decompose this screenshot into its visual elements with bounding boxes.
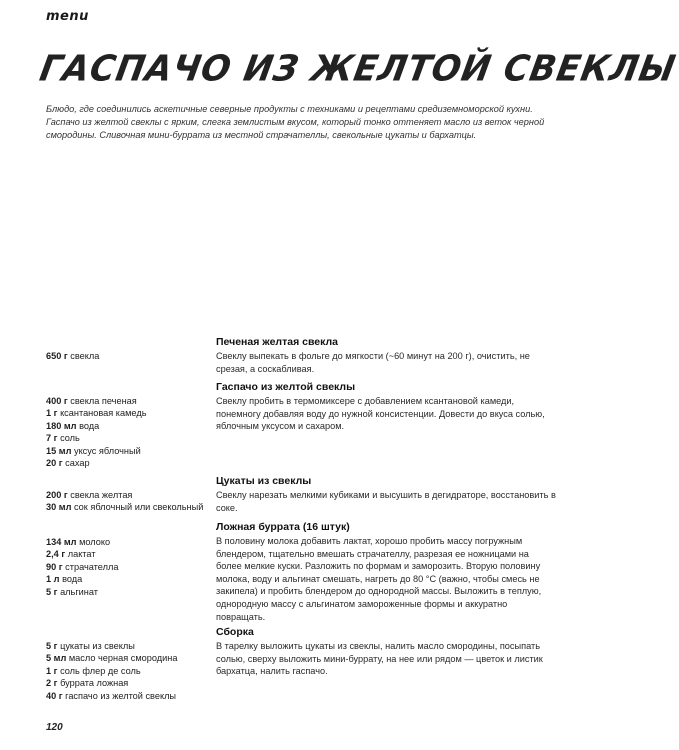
ingredient-line: [46, 489, 216, 501]
ingredients-gazpacho: [46, 395, 216, 469]
ingredient-qty: 5 г: [46, 586, 58, 597]
ingredient-qty: 90 г: [46, 561, 63, 572]
ingredient-name: уксус яблочный: [73, 445, 141, 456]
ingredient-name: лактат: [67, 549, 96, 560]
ingredient-qty: 650 г: [46, 351, 68, 361]
ingredient-qty: 2,4 г: [46, 549, 66, 560]
ingredient-qty: 30 мл: [46, 502, 72, 513]
ingredient-line: [46, 457, 216, 469]
ingredient-name: соль: [60, 433, 80, 444]
ingredient-line: [46, 640, 216, 652]
ingredient-line: [46, 586, 216, 598]
ingredient-qty: 5 г: [46, 641, 58, 651]
step-heading: Ложная буррата (16 штук): [216, 521, 350, 533]
step-burrata: [216, 521, 556, 623]
ingredient-line: [46, 665, 216, 677]
ingredient-name: сахар: [65, 458, 90, 469]
ingredient-name: страчателла: [65, 561, 119, 572]
ingredient-line: [46, 548, 216, 560]
step-gazpacho: [216, 381, 556, 433]
step-candied-beet: [216, 475, 556, 514]
step-text: Свеклу выпекать в фольге до мягкости (~60 минут на 200 г), очистить, не срезая, а соскабливая.: [216, 351, 530, 374]
ingredient-qty: 40 г: [46, 690, 63, 701]
page-number: 120: [46, 722, 63, 733]
ingredient-line: [46, 690, 216, 702]
ingredient-line: [46, 420, 216, 432]
step-text: В тарелку выложить цукаты из свеклы, налить масло смородины, посыпать солью, сверху выложить мини-буррату, на нее или рядом — цветок и листик бархатца, налить гаспачо.: [216, 641, 543, 677]
ingredients-assembly: [46, 640, 216, 702]
ingredient-line: [46, 652, 216, 664]
ingredient-name: вода: [79, 420, 100, 431]
ingredients-candied-beet: [46, 489, 216, 514]
ingredient-line: [46, 445, 216, 457]
ingredient-qty: 1 г: [46, 408, 58, 419]
ingredient-line: [46, 677, 216, 689]
step-text: В половину молока добавить лактат, хорошо пробить массу погружным блендером, тщательно вмешать страчателлу, разрезая ее ножницами на более мелкие куски. Разложить по формам и заморозить. Вторую половину молока, воду и альгинат смешать, нагреть до 80 °С (важно, чтобы смесь не закипела) и пробить блендером до однородной массы. Выложить в теплую, однородную массу с альгинатом замороженные формы и аккуратно повращать.: [216, 536, 542, 622]
step-text: Свеклу пробить в термомиксере с добавлением ксантановой камеди, понемногу добавляя воду до нужной консистенции. Довести до вкуса солью, яблочным уксусом и сахаром.: [216, 396, 545, 432]
step-heading: Печеная желтая свекла: [216, 336, 339, 348]
ingredient-qty: 7 г: [46, 433, 58, 444]
step-heading: Цукаты из свеклы: [216, 475, 312, 487]
ingredient-name: свекла печеная: [70, 396, 137, 406]
ingredient-line: [46, 536, 216, 548]
ingredient-name: гаспачо из желтой свеклы: [65, 690, 177, 701]
ingredient-line: [46, 350, 216, 362]
ingredient-qty: 20 г: [46, 458, 63, 469]
ingredient-line: [46, 573, 216, 585]
ingredient-qty: 180 мл: [46, 420, 77, 431]
ingredient-name: молоко: [79, 537, 111, 547]
ingredient-line: [46, 561, 216, 573]
ingredient-name: буррата ложная: [60, 678, 129, 689]
ingredient-qty: 15 мл: [46, 445, 72, 456]
section-label: menu: [46, 9, 89, 24]
ingredient-name: цукаты из свеклы: [60, 641, 135, 651]
ingredient-name: вода: [62, 574, 83, 585]
ingredient-name: соль флер де соль: [60, 665, 141, 676]
intro-text: Блюдо, где соединились аскетичные северные продукты с техниками и рецептами средиземноморской кухни. Гаспачо из желтой свеклы с ярким, слегка землистым вкусом, который тонко оттеняет масло из веток черной смородины. Сливочная мини-буррата из местной страчателлы, свекольные цукаты и бархатцы.: [46, 104, 545, 140]
step-assembly: [216, 626, 556, 678]
page-title: ГАСПАЧО ИЗ ЖЕЛТОЙ СВЕКЛЫ: [36, 48, 679, 90]
ingredient-name: свекла желтая: [70, 490, 133, 500]
step-baked-beet: [216, 336, 556, 375]
ingredient-line: [46, 395, 216, 407]
ingredient-qty: 2 г: [46, 678, 58, 689]
step-heading: Сборка: [216, 626, 254, 638]
step-text: Свеклу нарезать мелкими кубиками и высушить в дегидраторе, восстановить в соке.: [216, 490, 556, 513]
ingredient-name: сок яблочный или свекольный: [73, 502, 204, 513]
ingredient-qty: 1 г: [46, 665, 58, 676]
ingredient-qty: 1 л: [46, 574, 60, 585]
ingredient-qty: 5 мл: [46, 653, 67, 664]
ingredient-line: [46, 501, 216, 513]
ingredient-qty: 134 мл: [46, 537, 77, 547]
ingredient-name: ксантановая камедь: [60, 408, 147, 419]
ingredients-burrata: [46, 536, 216, 598]
ingredient-qty: 200 г: [46, 490, 68, 500]
ingredient-qty: 400 г: [46, 396, 68, 406]
ingredient-name: масло черная смородина: [68, 653, 178, 664]
ingredient-line: [46, 432, 216, 444]
ingredient-name: альгинат: [60, 586, 98, 597]
step-heading: Гаспачо из желтой свеклы: [216, 381, 356, 393]
ingredient-line: [46, 407, 216, 419]
ingredient-name: свекла: [70, 351, 100, 361]
ingredients-baked-beet: [46, 350, 216, 362]
